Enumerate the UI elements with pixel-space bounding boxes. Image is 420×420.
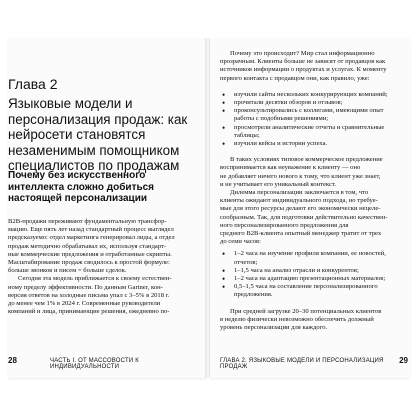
list-item: • 1–2 часа на изучение профиля компании, ее новостей, отчетов; xyxy=(220,250,404,266)
right-footer xyxy=(220,356,408,368)
body-line: мые для этого ресурсы делают его экономически нецеле- xyxy=(220,205,381,213)
left-page xyxy=(8,38,206,378)
body-line: B2B-продажи переживают фундаментальную трансфор- xyxy=(8,218,167,225)
body-line: ные коммерческие предложения и отработанные скрипты. xyxy=(8,250,172,258)
body-line: до семи часов: xyxy=(220,238,261,246)
body-line: до менее чем 1% в 2024 г. Современные руководители xyxy=(8,300,161,308)
body-line: продаж методично обрабатывал их, используя стандарт- xyxy=(8,242,167,250)
list-item: • просмотрели аналитические отчеты и сравнительные таблицы; xyxy=(220,124,404,140)
list-item: • 1–1,5 часа на анализ отрасли и конкурентов; xyxy=(220,267,410,275)
left-body-text xyxy=(8,218,200,316)
body-line: предсказуемо: отдел маркетинга генерировал лиды, а отдел xyxy=(8,234,175,242)
left-footer xyxy=(8,356,204,368)
page-number-right: 29 xyxy=(399,356,408,365)
right-body-text xyxy=(220,50,410,332)
body-line: уровень персонализации для каждого. xyxy=(220,324,328,332)
list-item: • проконсультировались с коллегами, имеющими опыт работы с подобными решениями; xyxy=(220,107,404,123)
body-line: сообразным. Так, для подготовки действительно качествен- xyxy=(220,213,388,221)
body-line: компаний и лица, принимающие решения, ежедневно по- xyxy=(8,308,170,316)
chapter-label: Глава 2 xyxy=(8,76,58,92)
time-breakdown-list xyxy=(220,250,410,299)
body-line: Масштабирование продаж сводилось к простой формуле: xyxy=(8,259,170,267)
info-sources-list xyxy=(220,91,410,148)
body-line: мацию. Еще пять лет назад стандартный процесс выглядел xyxy=(8,226,174,234)
body-line: В таких условиях типовое коммерческое предложение xyxy=(230,156,383,164)
right-page xyxy=(210,38,410,378)
chapter-title: Языковые модели и персонализация продаж: как нейросети становятся незаменимым помощником специалистов по продажам xyxy=(8,96,188,173)
body-line: Почему это происходит? Мир стал информационно xyxy=(230,50,375,57)
body-line: Дилемма персонализации заключается в том, что xyxy=(230,189,369,197)
body-line: ного персонализированного предложения для xyxy=(220,221,349,229)
body-line: в неделю физически невозможно обеспечить должный xyxy=(220,315,374,323)
body-line: не добавляет ничего нового к тому, что клиент уже знает, xyxy=(220,172,381,180)
list-item: • изучили сайты нескольких конкурирующих компаний; xyxy=(220,91,410,99)
list-item: • 0,5–1,5 часа на составление персонализированного предложения. xyxy=(220,283,404,299)
list-item: • изучили кейсы и истории успеха. xyxy=(220,140,410,148)
body-line: Сегодня эта модель приближается к своему естествен- xyxy=(18,275,172,283)
body-line: воспринимается как неуважение к клиенту — оно xyxy=(220,164,361,172)
list-item: • 1–2 часа на адаптацию презентационных материалов; xyxy=(220,275,410,283)
body-line: среднего B2B-клиента опытный менеджер тратит от трех xyxy=(220,230,382,238)
body-line: и не учитывает его уникальный контекст. xyxy=(220,180,336,188)
body-line: версия ответов на холодные письма упал с 3–5% в 2018 г. xyxy=(8,291,170,299)
body-line: больше звонков и писем = больше сделок. xyxy=(8,267,127,275)
body-line: первого контакта с продавцом они, как правило, уже: xyxy=(220,74,370,82)
body-line: источников информации о продуктах и услугах. К моменту xyxy=(220,66,387,74)
running-footer-right: ГЛАВА 2. ЯЗЫКОВЫЕ МОДЕЛИ И ПЕРСОНАЛИЗАЦИЯ ПРОДАЖ xyxy=(220,358,384,370)
body-line: ному пределу эффективности. По данным Gartner, кон- xyxy=(8,283,163,291)
running-footer-left: ЧАСТЬ I. ОТ МАССОВОСТИ К ИНДИВИДУАЛЬНОСТИ xyxy=(50,358,139,370)
body-line: клиенты ожидают индивидуального подхода, но требуе- xyxy=(220,197,378,205)
body-line: При средней загрузке 20–30 потенциальных клиентов xyxy=(230,307,382,315)
list-item: • прочитали десятки обзоров и отзывов; xyxy=(220,99,410,107)
section-heading: Почему без искусственного интеллекта сложно добиться настоящей персонализации xyxy=(8,170,155,204)
body-line: прозрачным. Клиенты больше не зависят от продавцов как xyxy=(220,58,386,66)
page-number-left: 28 xyxy=(8,356,17,365)
